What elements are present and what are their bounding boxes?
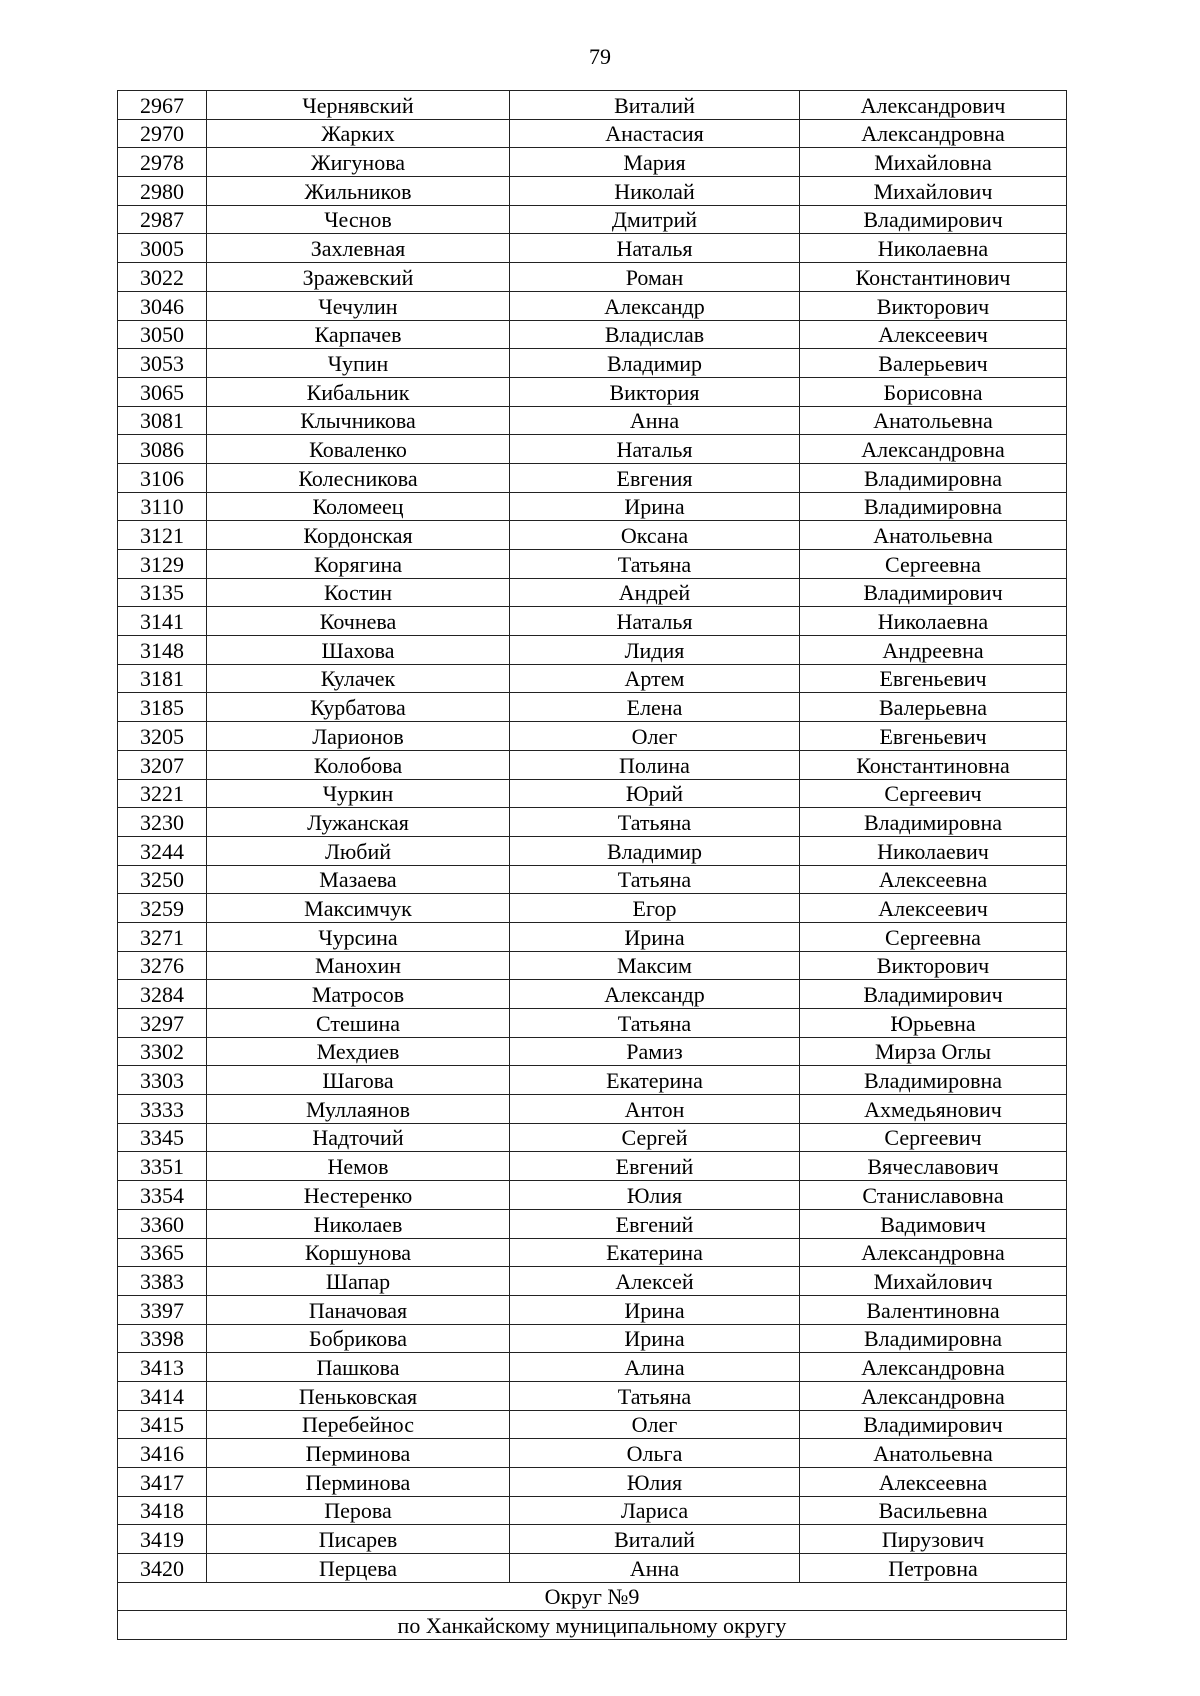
first-name-cell: Виктория bbox=[510, 377, 800, 406]
table-row bbox=[118, 1238, 1067, 1267]
record-number-cell: 3398 bbox=[118, 1324, 207, 1353]
table-row bbox=[118, 377, 1067, 406]
first-name-cell: Анастасия bbox=[510, 119, 800, 148]
patronymic-cell: Анатольевна bbox=[800, 521, 1067, 550]
patronymic-cell: Владимирович bbox=[800, 980, 1067, 1009]
roster-table bbox=[117, 90, 1067, 1640]
record-number-cell: 3420 bbox=[118, 1554, 207, 1583]
record-number-cell: 3360 bbox=[118, 1209, 207, 1238]
record-number-cell: 3365 bbox=[118, 1238, 207, 1267]
last-name-cell: Кулачек bbox=[207, 664, 510, 693]
patronymic-cell: Мирза Оглы bbox=[800, 1037, 1067, 1066]
patronymic-cell: Андреевна bbox=[800, 636, 1067, 665]
last-name-cell: Чечулин bbox=[207, 291, 510, 320]
table-row bbox=[118, 1468, 1067, 1497]
patronymic-cell: Евгеньевич bbox=[800, 722, 1067, 751]
last-name-cell: Шахова bbox=[207, 636, 510, 665]
last-name-cell: Манохин bbox=[207, 951, 510, 980]
record-number-cell: 3416 bbox=[118, 1439, 207, 1468]
patronymic-cell: Валерьевич bbox=[800, 349, 1067, 378]
table-row bbox=[118, 664, 1067, 693]
table-row bbox=[118, 463, 1067, 492]
record-number-cell: 3297 bbox=[118, 1009, 207, 1038]
last-name-cell: Перцева bbox=[207, 1554, 510, 1583]
table-row bbox=[118, 1123, 1067, 1152]
table-row bbox=[118, 1525, 1067, 1554]
first-name-cell: Антон bbox=[510, 1095, 800, 1124]
last-name-cell: Карпачев bbox=[207, 320, 510, 349]
table-row bbox=[118, 894, 1067, 923]
record-number-cell: 3415 bbox=[118, 1410, 207, 1439]
record-number-cell: 3230 bbox=[118, 808, 207, 837]
last-name-cell: Чеснов bbox=[207, 205, 510, 234]
last-name-cell: Писарев bbox=[207, 1525, 510, 1554]
first-name-cell: Олег bbox=[510, 1410, 800, 1439]
last-name-cell: Перминова bbox=[207, 1439, 510, 1468]
table-row bbox=[118, 951, 1067, 980]
last-name-cell: Любий bbox=[207, 836, 510, 865]
first-name-cell: Полина bbox=[510, 750, 800, 779]
table-row bbox=[118, 1267, 1067, 1296]
first-name-cell: Наталья bbox=[510, 435, 800, 464]
record-number-cell: 3141 bbox=[118, 607, 207, 636]
first-name-cell: Максим bbox=[510, 951, 800, 980]
patronymic-cell: Владимирович bbox=[800, 578, 1067, 607]
last-name-cell: Надточий bbox=[207, 1123, 510, 1152]
first-name-cell: Ирина bbox=[510, 1324, 800, 1353]
first-name-cell: Наталья bbox=[510, 607, 800, 636]
last-name-cell: Максимчук bbox=[207, 894, 510, 923]
table-row bbox=[118, 1295, 1067, 1324]
last-name-cell: Захлевная bbox=[207, 234, 510, 263]
first-name-cell: Оксана bbox=[510, 521, 800, 550]
record-number-cell: 3221 bbox=[118, 779, 207, 808]
table-row bbox=[118, 521, 1067, 550]
patronymic-cell: Сергеевна bbox=[800, 550, 1067, 579]
record-number-cell: 3417 bbox=[118, 1468, 207, 1497]
record-number-cell: 3205 bbox=[118, 722, 207, 751]
record-number-cell: 3185 bbox=[118, 693, 207, 722]
first-name-cell: Ирина bbox=[510, 922, 800, 951]
table-row bbox=[118, 1324, 1067, 1353]
patronymic-cell: Константинович bbox=[800, 263, 1067, 292]
record-number-cell: 3053 bbox=[118, 349, 207, 378]
first-name-cell: Александр bbox=[510, 291, 800, 320]
record-number-cell: 3414 bbox=[118, 1381, 207, 1410]
first-name-cell: Владимир bbox=[510, 349, 800, 378]
first-name-cell: Анна bbox=[510, 406, 800, 435]
patronymic-cell: Анатольевна bbox=[800, 406, 1067, 435]
table-row bbox=[118, 1181, 1067, 1210]
record-number-cell: 3397 bbox=[118, 1295, 207, 1324]
first-name-cell: Мария bbox=[510, 148, 800, 177]
last-name-cell: Шапар bbox=[207, 1267, 510, 1296]
patronymic-cell: Владимировна bbox=[800, 808, 1067, 837]
section-title-row bbox=[118, 1582, 1067, 1611]
first-name-cell: Виталий bbox=[510, 91, 800, 120]
first-name-cell: Николай bbox=[510, 177, 800, 206]
table-row bbox=[118, 550, 1067, 579]
last-name-cell: Муллаянов bbox=[207, 1095, 510, 1124]
last-name-cell: Кочнева bbox=[207, 607, 510, 636]
patronymic-cell: Михайловна bbox=[800, 148, 1067, 177]
last-name-cell: Коломеец bbox=[207, 492, 510, 521]
record-number-cell: 3244 bbox=[118, 836, 207, 865]
last-name-cell: Жильников bbox=[207, 177, 510, 206]
record-number-cell: 3135 bbox=[118, 578, 207, 607]
table-row bbox=[118, 435, 1067, 464]
first-name-cell: Андрей bbox=[510, 578, 800, 607]
section-subtitle-row bbox=[118, 1611, 1067, 1640]
last-name-cell: Пашкова bbox=[207, 1353, 510, 1382]
last-name-cell: Мазаева bbox=[207, 865, 510, 894]
table-row bbox=[118, 1095, 1067, 1124]
last-name-cell: Лужанская bbox=[207, 808, 510, 837]
last-name-cell: Стешина bbox=[207, 1009, 510, 1038]
first-name-cell: Роман bbox=[510, 263, 800, 292]
patronymic-cell: Сергеевич bbox=[800, 1123, 1067, 1152]
first-name-cell: Ирина bbox=[510, 1295, 800, 1324]
record-number-cell: 3250 bbox=[118, 865, 207, 894]
record-number-cell: 3333 bbox=[118, 1095, 207, 1124]
table-row bbox=[118, 320, 1067, 349]
first-name-cell: Екатерина bbox=[510, 1066, 800, 1095]
record-number-cell: 3129 bbox=[118, 550, 207, 579]
table-row bbox=[118, 148, 1067, 177]
record-number-cell: 3121 bbox=[118, 521, 207, 550]
last-name-cell: Корягина bbox=[207, 550, 510, 579]
patronymic-cell: Алексеевна bbox=[800, 865, 1067, 894]
patronymic-cell: Сергеевич bbox=[800, 779, 1067, 808]
record-number-cell: 3276 bbox=[118, 951, 207, 980]
table-row bbox=[118, 1439, 1067, 1468]
table-row bbox=[118, 177, 1067, 206]
last-name-cell: Перова bbox=[207, 1496, 510, 1525]
first-name-cell: Елена bbox=[510, 693, 800, 722]
patronymic-cell: Владимировна bbox=[800, 492, 1067, 521]
first-name-cell: Егор bbox=[510, 894, 800, 923]
record-number-cell: 3303 bbox=[118, 1066, 207, 1095]
table-row bbox=[118, 349, 1067, 378]
table-row bbox=[118, 1353, 1067, 1382]
record-number-cell: 3086 bbox=[118, 435, 207, 464]
patronymic-cell: Сергеевна bbox=[800, 922, 1067, 951]
patronymic-cell: Алексеевна bbox=[800, 1468, 1067, 1497]
first-name-cell: Анна bbox=[510, 1554, 800, 1583]
record-number-cell: 3419 bbox=[118, 1525, 207, 1554]
last-name-cell: Мехдиев bbox=[207, 1037, 510, 1066]
patronymic-cell: Викторович bbox=[800, 291, 1067, 320]
record-number-cell: 2967 bbox=[118, 91, 207, 120]
table-row bbox=[118, 406, 1067, 435]
table-row bbox=[118, 922, 1067, 951]
last-name-cell: Кордонская bbox=[207, 521, 510, 550]
patronymic-cell: Вячеславович bbox=[800, 1152, 1067, 1181]
patronymic-cell: Константиновна bbox=[800, 750, 1067, 779]
last-name-cell: Чернявский bbox=[207, 91, 510, 120]
table-row bbox=[118, 1037, 1067, 1066]
first-name-cell: Юлия bbox=[510, 1181, 800, 1210]
patronymic-cell: Михайлович bbox=[800, 177, 1067, 206]
patronymic-cell: Борисовна bbox=[800, 377, 1067, 406]
first-name-cell: Артем bbox=[510, 664, 800, 693]
record-number-cell: 3181 bbox=[118, 664, 207, 693]
first-name-cell: Дмитрий bbox=[510, 205, 800, 234]
table-row bbox=[118, 1209, 1067, 1238]
patronymic-cell: Анатольевна bbox=[800, 1439, 1067, 1468]
record-number-cell: 3351 bbox=[118, 1152, 207, 1181]
patronymic-cell: Викторович bbox=[800, 951, 1067, 980]
record-number-cell: 2980 bbox=[118, 177, 207, 206]
first-name-cell: Татьяна bbox=[510, 808, 800, 837]
page-number: 79 bbox=[589, 44, 611, 69]
patronymic-cell: Владимирович bbox=[800, 205, 1067, 234]
last-name-cell: Николаев bbox=[207, 1209, 510, 1238]
record-number-cell: 3148 bbox=[118, 636, 207, 665]
first-name-cell: Виталий bbox=[510, 1525, 800, 1554]
record-number-cell: 3106 bbox=[118, 463, 207, 492]
table-row bbox=[118, 980, 1067, 1009]
table-row bbox=[118, 722, 1067, 751]
first-name-cell: Евгения bbox=[510, 463, 800, 492]
first-name-cell: Татьяна bbox=[510, 865, 800, 894]
record-number-cell: 3005 bbox=[118, 234, 207, 263]
last-name-cell: Кибальник bbox=[207, 377, 510, 406]
patronymic-cell: Владимировна bbox=[800, 1066, 1067, 1095]
first-name-cell: Лидия bbox=[510, 636, 800, 665]
record-number-cell: 3022 bbox=[118, 263, 207, 292]
first-name-cell: Евгений bbox=[510, 1209, 800, 1238]
patronymic-cell: Владимировна bbox=[800, 463, 1067, 492]
first-name-cell: Наталья bbox=[510, 234, 800, 263]
last-name-cell: Чуркин bbox=[207, 779, 510, 808]
table-row bbox=[118, 836, 1067, 865]
record-number-cell: 2978 bbox=[118, 148, 207, 177]
last-name-cell: Курбатова bbox=[207, 693, 510, 722]
first-name-cell: Владислав bbox=[510, 320, 800, 349]
section-subtitle: по Ханкайскому муниципальному округу bbox=[118, 1611, 1067, 1640]
last-name-cell: Перебейнос bbox=[207, 1410, 510, 1439]
record-number-cell: 3110 bbox=[118, 492, 207, 521]
first-name-cell: Сергей bbox=[510, 1123, 800, 1152]
record-number-cell: 3284 bbox=[118, 980, 207, 1009]
record-number-cell: 3081 bbox=[118, 406, 207, 435]
patronymic-cell: Владимирович bbox=[800, 1410, 1067, 1439]
patronymic-cell: Пирузович bbox=[800, 1525, 1067, 1554]
last-name-cell: Паначовая bbox=[207, 1295, 510, 1324]
patronymic-cell: Александровна bbox=[800, 435, 1067, 464]
last-name-cell: Перминова bbox=[207, 1468, 510, 1497]
table-row bbox=[118, 1152, 1067, 1181]
patronymic-cell: Александровна bbox=[800, 119, 1067, 148]
record-number-cell: 3050 bbox=[118, 320, 207, 349]
first-name-cell: Ирина bbox=[510, 492, 800, 521]
record-number-cell: 3413 bbox=[118, 1353, 207, 1382]
first-name-cell: Татьяна bbox=[510, 550, 800, 579]
patronymic-cell: Ахмедьянович bbox=[800, 1095, 1067, 1124]
last-name-cell: Бобрикова bbox=[207, 1324, 510, 1353]
patronymic-cell: Юрьевна bbox=[800, 1009, 1067, 1038]
record-number-cell: 3302 bbox=[118, 1037, 207, 1066]
table-row bbox=[118, 291, 1067, 320]
record-number-cell: 3259 bbox=[118, 894, 207, 923]
last-name-cell: Костин bbox=[207, 578, 510, 607]
last-name-cell: Чурсина bbox=[207, 922, 510, 951]
record-number-cell: 3418 bbox=[118, 1496, 207, 1525]
table-row bbox=[118, 205, 1067, 234]
last-name-cell: Коваленко bbox=[207, 435, 510, 464]
table-row bbox=[118, 1410, 1067, 1439]
last-name-cell: Чупин bbox=[207, 349, 510, 378]
first-name-cell: Евгений bbox=[510, 1152, 800, 1181]
record-number-cell: 3345 bbox=[118, 1123, 207, 1152]
table-row bbox=[118, 808, 1067, 837]
first-name-cell: Юрий bbox=[510, 779, 800, 808]
last-name-cell: Немов bbox=[207, 1152, 510, 1181]
first-name-cell: Алина bbox=[510, 1353, 800, 1382]
first-name-cell: Александр bbox=[510, 980, 800, 1009]
table-row bbox=[118, 1381, 1067, 1410]
table-row bbox=[118, 750, 1067, 779]
patronymic-cell: Николаевна bbox=[800, 607, 1067, 636]
table-row bbox=[118, 1009, 1067, 1038]
patronymic-cell: Алексеевич bbox=[800, 894, 1067, 923]
record-number-cell: 3271 bbox=[118, 922, 207, 951]
patronymic-cell: Валерьевна bbox=[800, 693, 1067, 722]
last-name-cell: Жарких bbox=[207, 119, 510, 148]
last-name-cell: Клычникова bbox=[207, 406, 510, 435]
last-name-cell: Зражевский bbox=[207, 263, 510, 292]
record-number-cell: 3354 bbox=[118, 1181, 207, 1210]
first-name-cell: Татьяна bbox=[510, 1009, 800, 1038]
last-name-cell: Колобова bbox=[207, 750, 510, 779]
patronymic-cell: Николаевна bbox=[800, 234, 1067, 263]
table-row bbox=[118, 607, 1067, 636]
first-name-cell: Татьяна bbox=[510, 1381, 800, 1410]
section-title: Округ №9 bbox=[118, 1582, 1067, 1611]
table-row bbox=[118, 492, 1067, 521]
patronymic-cell: Петровна bbox=[800, 1554, 1067, 1583]
last-name-cell: Жигунова bbox=[207, 148, 510, 177]
table-row bbox=[118, 1554, 1067, 1583]
patronymic-cell: Николаевич bbox=[800, 836, 1067, 865]
table-row bbox=[118, 578, 1067, 607]
patronymic-cell: Васильевна bbox=[800, 1496, 1067, 1525]
patronymic-cell: Михайлович bbox=[800, 1267, 1067, 1296]
table-row bbox=[118, 1066, 1067, 1095]
last-name-cell: Колесникова bbox=[207, 463, 510, 492]
table-row bbox=[118, 865, 1067, 894]
record-number-cell: 3046 bbox=[118, 291, 207, 320]
first-name-cell: Лариса bbox=[510, 1496, 800, 1525]
last-name-cell: Коршунова bbox=[207, 1238, 510, 1267]
table-row bbox=[118, 119, 1067, 148]
table-row bbox=[118, 693, 1067, 722]
section-header bbox=[118, 1582, 1067, 1639]
first-name-cell: Олег bbox=[510, 722, 800, 751]
patronymic-cell: Владимировна bbox=[800, 1324, 1067, 1353]
patronymic-cell: Александровна bbox=[800, 1381, 1067, 1410]
first-name-cell: Владимир bbox=[510, 836, 800, 865]
patronymic-cell: Валентиновна bbox=[800, 1295, 1067, 1324]
first-name-cell: Алексей bbox=[510, 1267, 800, 1296]
record-number-cell: 3065 bbox=[118, 377, 207, 406]
roster-table-body bbox=[118, 91, 1067, 1583]
last-name-cell: Пеньковская bbox=[207, 1381, 510, 1410]
table-row bbox=[118, 779, 1067, 808]
patronymic-cell: Александровна bbox=[800, 1238, 1067, 1267]
record-number-cell: 2987 bbox=[118, 205, 207, 234]
patronymic-cell: Евгеньевич bbox=[800, 664, 1067, 693]
record-number-cell: 2970 bbox=[118, 119, 207, 148]
table-row bbox=[118, 1496, 1067, 1525]
record-number-cell: 3207 bbox=[118, 750, 207, 779]
first-name-cell: Юлия bbox=[510, 1468, 800, 1497]
patronymic-cell: Алексеевич bbox=[800, 320, 1067, 349]
last-name-cell: Нестеренко bbox=[207, 1181, 510, 1210]
record-number-cell: 3383 bbox=[118, 1267, 207, 1296]
table-row bbox=[118, 234, 1067, 263]
first-name-cell: Екатерина bbox=[510, 1238, 800, 1267]
last-name-cell: Ларионов bbox=[207, 722, 510, 751]
table-row bbox=[118, 91, 1067, 120]
table-row bbox=[118, 636, 1067, 665]
patronymic-cell: Александрович bbox=[800, 91, 1067, 120]
patronymic-cell: Александровна bbox=[800, 1353, 1067, 1382]
patronymic-cell: Вадимович bbox=[800, 1209, 1067, 1238]
table-row bbox=[118, 263, 1067, 292]
patronymic-cell: Станиславовна bbox=[800, 1181, 1067, 1210]
first-name-cell: Ольга bbox=[510, 1439, 800, 1468]
last-name-cell: Шагова bbox=[207, 1066, 510, 1095]
last-name-cell: Матросов bbox=[207, 980, 510, 1009]
first-name-cell: Рамиз bbox=[510, 1037, 800, 1066]
